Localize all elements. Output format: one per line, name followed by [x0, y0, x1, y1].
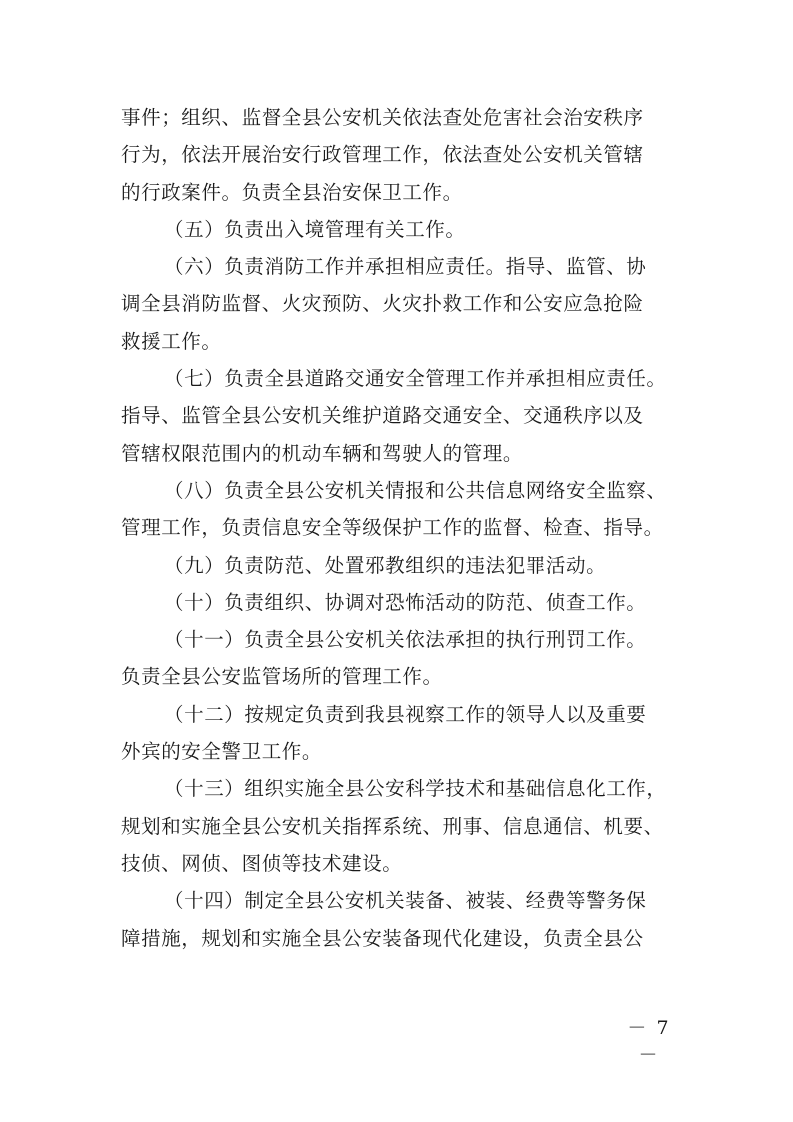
text-line: 行为，依法开展治安行政管理工作，依法查处公安机关管辖: [121, 143, 644, 167]
text-line: 技侦、网侦、图侦等技术建设。: [121, 851, 403, 875]
page-number: － 7 －: [627, 1017, 671, 1066]
body-text: [121, 99, 687, 957]
text-line: 调全县消防监督、火灾预防、火灾扑救工作和公安应急抢险: [121, 292, 644, 316]
text-line: （十四）制定全县公安机关装备、被装、经费等警务保: [164, 889, 647, 913]
text-line: （十二）按规定负责到我县视察工作的领导人以及重要: [164, 702, 647, 726]
text-line: 救援工作。: [121, 329, 222, 353]
text-line: 管理工作，负责信息安全等级保护工作的监督、检查、指导。: [121, 516, 664, 540]
text-line: 规划和实施全县公安机关指挥系统、刑事、信息通信、机要、: [121, 814, 664, 838]
text-line: 事件；组织、监督全县公安机关依法查处危害社会治安秩序: [121, 106, 644, 129]
text-line: 指导、监管全县公安机关维护道路交通安全、交通秩序以及: [121, 404, 644, 428]
text-line: （五）负责出入境管理有关工作。: [164, 217, 466, 241]
text-line: （九）负责防范、处置邪教组织的违法犯罪活动。: [164, 553, 607, 577]
text-line: 障措施，规划和实施全县公安装备现代化建设，负责全县公: [121, 926, 644, 950]
text-line: （十）负责组织、协调对恐怖活动的防范、侦查工作。: [164, 590, 647, 614]
text-line: （十一）负责全县公安机关依法承担的执行刑罚工作。: [164, 628, 647, 652]
text-line: 外宾的安全警卫工作。: [121, 740, 323, 764]
text-line: 管辖权限范围内的机动车辆和驾驶人的管理。: [121, 441, 524, 465]
text-line: （六）负责消防工作并承担相应责任。指导、监管、协: [164, 255, 647, 279]
text-line: 负责全县公安监管场所的管理工作。: [121, 665, 443, 689]
text-line: （十三）组织实施全县公安科学技术和基础信息化工作，: [164, 777, 667, 801]
text-line: （七）负责全县道路交通安全管理工作并承担相应责任。: [164, 367, 667, 391]
text-line: 的行政案件。负责全县治安保卫工作。: [121, 180, 463, 204]
text-line: （八）负责全县公安机关情报和公共信息网络安全监察、: [164, 478, 667, 502]
